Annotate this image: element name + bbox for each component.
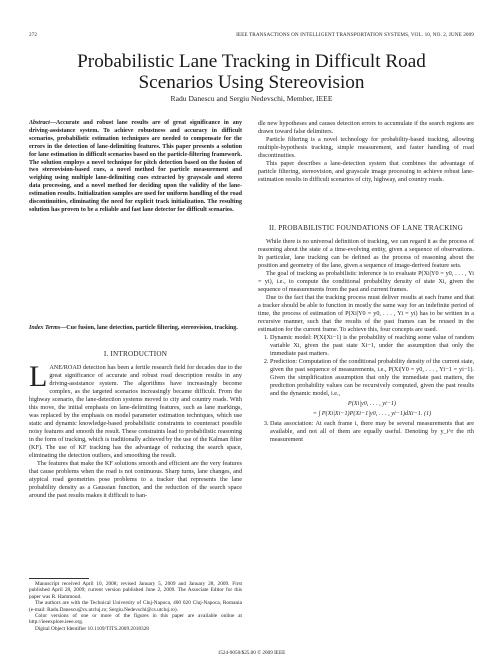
concept-dynamic-model: 1. Dynamic model: P(Xi|Xi−1) is the probability of reaching some value of random variable Xi, given the past state Xi−1, under the assumption that only the immediate past matters. <box>270 334 474 358</box>
paper-title: Probabilistic Lane Tracking in Difficult Road Scenarios Using Stereovision <box>77 51 426 93</box>
foundations-body <box>258 238 474 444</box>
footnote-received: Manuscript received April 10, 2008; revised January 5, 2009 and January 28, 2009. First published April 28, 2009; current version published June 2, 2009. The Associate Editor for this paper was R. Hammoud. <box>29 581 242 600</box>
section-heading-foundations: II. PROBABILISTIC FOUNDATIONS OF LANE TRACKING <box>269 224 463 232</box>
introduction-body <box>29 360 242 500</box>
footnotes <box>29 581 242 632</box>
intro-paragraph-1: ANE/ROAD detection has been a fertile research field for decades due to the great significance of accurate and robust road description results in any driving-assistance system. The algorithms have increasingly become complex, as the targeted scenarios increasingly became difficult. From the highway scenario, the lane-detection systems moved to city and country roads. With this move, the initial emphasis on lane-delimiting features, such as lane markings, was replaced by the emphasis on model parameter estimation techniques, which use static and dynamic knowledge-based probabilistic constraints to counteract possible noisy features and smooth the result. These constraints lead to probabilistic reasoning in the form of tracking, which is traditionally achieved by the use of the Kalman filter (KF). The use of KF tracking has the advantage of reducing the search space, eliminating the detection outliers, and smoothing the result. <box>29 364 242 459</box>
section-heading-introduction: I. INTRODUCTION <box>103 350 168 358</box>
copyright-line: 1524-9050/$25.00 © 2009 IEEE <box>217 650 286 656</box>
index-terms-text: Cue fusion, lane detection, particle filtering, stereovision, tracking. <box>66 325 238 331</box>
abstract-text: Accurate and robust lane results are of great significance in any driving-assistance system. To achieve robustness and accuracy in difficult scenarios, probabilistic estimation techniques are needed to compensate for the errors in the detection of lane-delimiting features. This paper presents a solution for lane estimation in difficult scenarios based on the particle-filtering framework. The solution employs a novel technique for pitch detection based on the fusion of two stereovision-based cues, a novel method for particle measurement and weighing using multiple lane-delimiting cues extracted by grayscale and stereo data processing, and a novel method for deciding upon the validity of the lane-estimation results. Initialization samples are used for uniform handling of the road discontinuities, eliminating the need for explicit track initialization. The resulting solution has proven to be a reliable and fast lane detector for difficult scenarios. <box>29 120 242 213</box>
concept-prediction-text: Prediction: Computation of the conditional probability density of the current state, given the past sequence of measurements, i.e., P(Xi|Y0 = y0, . . . , Yi−1 = yi−1). Given the simplification assumption that only the immediate past matters, the prediction probability values can be recursively computed, given the past results and the dynamic model, i.e., <box>270 358 474 397</box>
paragraph-continued: dle new hypotheses and causes detection errors to accumulate if the search regions are drawn toward false delimiters. <box>258 120 474 135</box>
journal-name: IEEE TRANSACTIONS ON INTELLIGENT TRANSPORTATION SYSTEMS, VOL. 10, NO. 2, JUNE 2009 <box>236 32 474 38</box>
paragraph-goal: The goal of tracking as probabilistic inference is to evaluate P(Xi|Y0 = y0, . . . , Yi = yi), i.e., to compute the conditional probability density of state Xi, given the sequence of measurements from the past and current frames. <box>258 270 474 293</box>
abstract-label: Abstract— <box>29 120 56 126</box>
paper-authors: Radu Danescu and Sergiu Nedevschi, Member, IEEE <box>170 94 333 103</box>
paragraph-particle-filtering: Particle filtering is a novel technology for probability-based tracking, allowing multiple-hypothesis tracking, simple measurement, and faster handling of road discontinuities. <box>258 136 474 159</box>
footnote-doi: Digital Object Identifier 10.1109/TITS.2009.2018328 <box>35 625 149 632</box>
paragraph-tracking-definition: While there is no universal definition of tracking, we can regard it as the process of reasoning about the state of a time-evolving entity, given a sequence of observations. In particular, lane tracking can be defined as the process of reasoning about the position and geometry of the lane, given a sequence of image-derived feature sets. <box>258 238 474 269</box>
index-terms <box>29 325 242 333</box>
drop-cap: L <box>29 360 48 393</box>
concept-data-association: 3. Data association: At each frame i, there may be several measurements that are available, and not all of them are equally useful. Denoting by y_i^r the rth measurement <box>270 420 474 444</box>
footnote-affiliation: The authors are with the Technical University of Cluj-Napoca, 400 020 Cluj-Napoca, Romania (e-mail: Radu.Danescu@cs.utcluj.ro; Sergiu.Nedevschi@cs.utcluj.ro). <box>29 600 242 613</box>
footnote-rule <box>29 578 89 579</box>
concept-prediction <box>270 358 474 418</box>
equation-1-lhs: P(Xi|y0, . . . , yi−1) <box>347 400 397 407</box>
concept-list <box>258 334 474 444</box>
right-column-body <box>258 120 474 184</box>
abstract <box>29 120 242 215</box>
index-terms-label: Index Terms— <box>29 325 67 331</box>
intro-paragraph-2: The features that make the KF solutions smooth and efficient are the very features that cause problems when the road is not continuous. Sharp turns, lane changes, and atypical road geometries pose problems to a tracker that represents the lane probability density as a Gaussian function, and the reduction of the search space around the past results makes it difficult to han- <box>29 460 242 499</box>
page-number: 272 <box>29 32 38 38</box>
footnote-color: Color versions of one or more of the figures in this paper are available online at http://ieeexplore.ieee.org. <box>29 613 242 626</box>
paragraph-system: This paper describes a lane-detection system that combines the advantage of particle filtering, stereovision, and grayscale image processing to achieve robust lane-estimation results in difficult scenarios of city, highway, and country roads. <box>258 160 474 183</box>
equation-1-rhs: = ∫ P(Xi|Xi−1)P(Xi−1|y0, . . . , yi−1)dXi−1. (1) <box>312 410 432 417</box>
paragraph-recursive: Due to the fact that the tracking process must deliver results at each frame and that a tracker should be able to function in mostly the same way for an indefinite period of time, the process of estimation of P(Xi|Y0 = y0, . . . , Yi = yi) has to be written in a recursive manner, such that the results of the past frames can be reused in the estimation for the current frame. To achieve this, four concepts are used. <box>258 294 474 333</box>
